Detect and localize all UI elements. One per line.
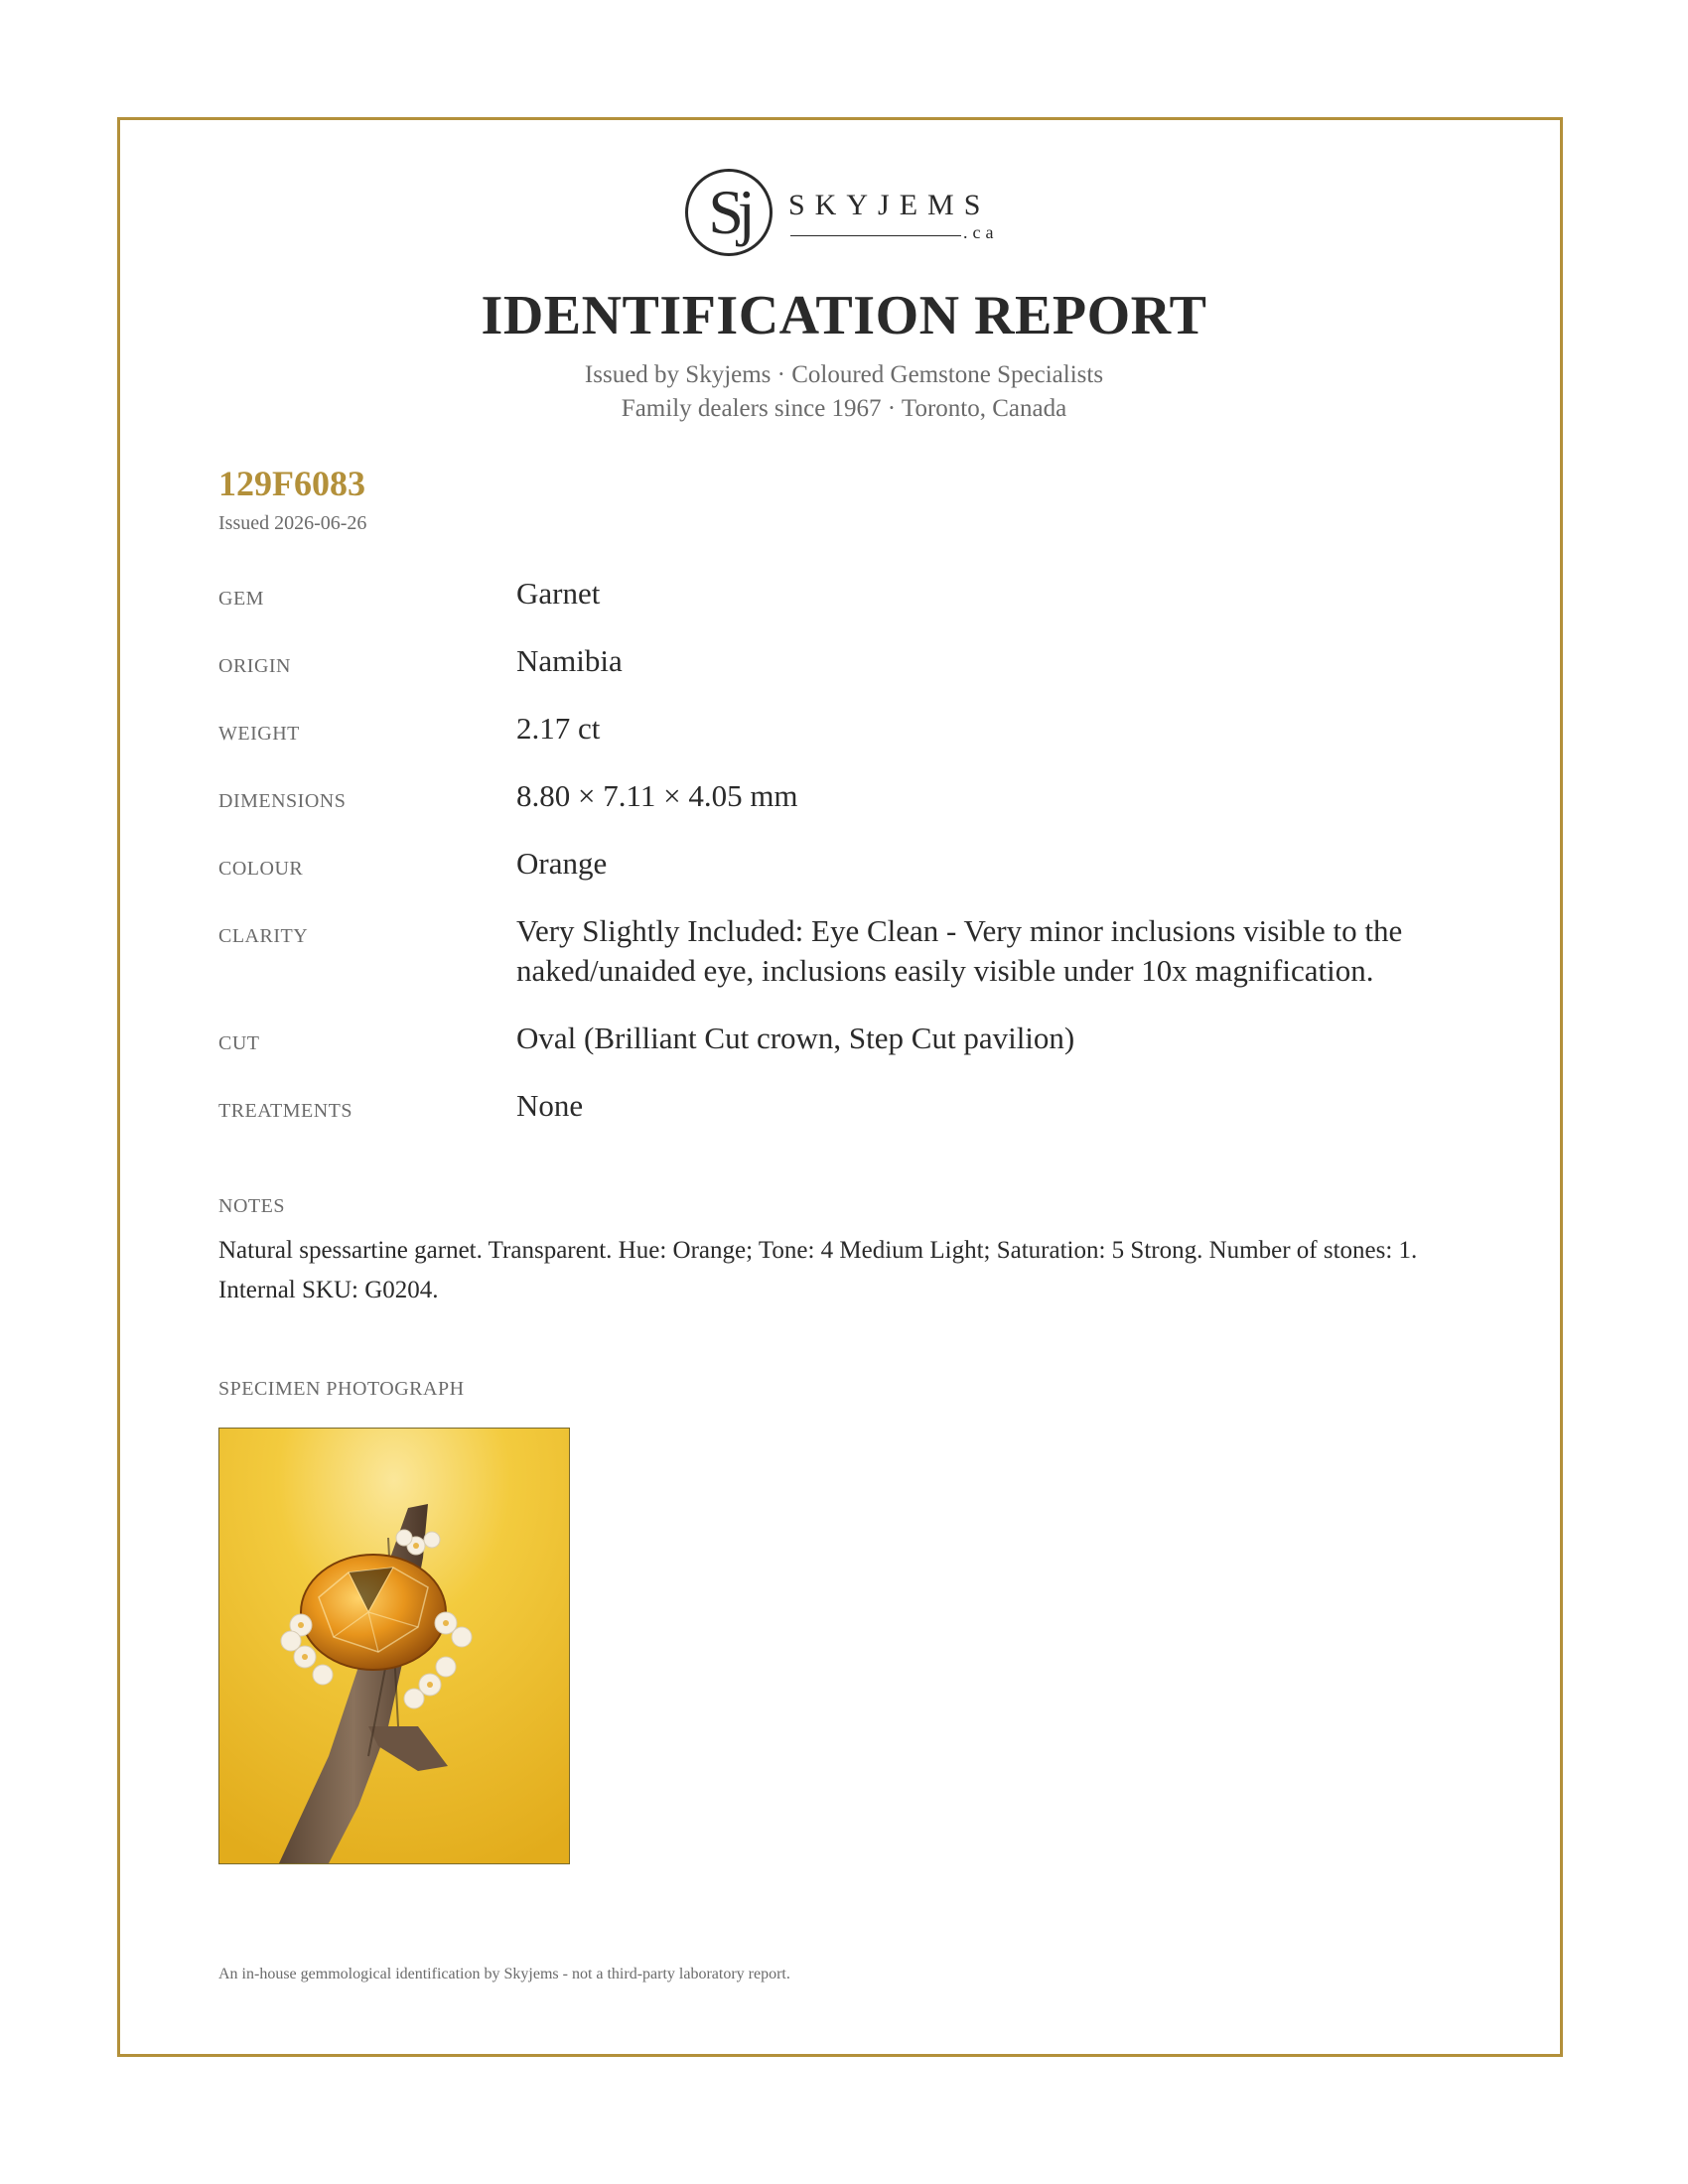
subtitle-location: Family dealers since 1967 · Toronto, Canada bbox=[621, 395, 1067, 422]
field-label: COLOUR bbox=[218, 858, 304, 880]
field-value: Orange bbox=[516, 846, 608, 881]
report-fields bbox=[218, 574, 1509, 1154]
page-title: IDENTIFICATION REPORT bbox=[481, 285, 1207, 346]
specimen-photo-image bbox=[219, 1429, 569, 1863]
logo-monogram: Sj bbox=[708, 177, 750, 247]
notes-label: NOTES bbox=[218, 1195, 285, 1217]
field-value: Garnet bbox=[516, 576, 601, 611]
notes-text: Natural spessartine garnet. Transparent. Hue: Orange; Tone: 4 Medium Light; Saturation: 5 Strong. Number of stones: 1. Internal SKU: G0204. bbox=[218, 1237, 1418, 1303]
field-value: 2.17 ct bbox=[516, 711, 601, 746]
field-row-weight bbox=[218, 709, 1509, 776]
field-value: Namibia bbox=[516, 643, 623, 678]
logo-domain: .ca bbox=[963, 222, 999, 242]
footer-disclaimer: An in-house gemmological identification by Skyjems - not a third-party laboratory report. bbox=[218, 1966, 790, 1982]
field-row-colour bbox=[218, 844, 1509, 911]
skyjems-logo bbox=[685, 165, 1013, 264]
issue-date: Issued 2026-06-26 bbox=[218, 512, 367, 534]
field-row-treatments bbox=[218, 1086, 1509, 1154]
field-value: 8.80 × 7.11 × 4.05 mm bbox=[516, 778, 798, 813]
field-label: GEM bbox=[218, 588, 264, 610]
logo-wordmark: SKYJEMS bbox=[788, 189, 991, 221]
field-label: CUT bbox=[218, 1032, 260, 1054]
field-value: None bbox=[516, 1088, 584, 1123]
field-row-gem bbox=[218, 574, 1509, 641]
field-value: Oval (Brilliant Cut crown, Step Cut pavilion) bbox=[516, 1021, 1075, 1055]
subtitle-issuer: Issued by Skyjems · Coloured Gemstone Specialists bbox=[584, 361, 1104, 388]
field-label: DIMENSIONS bbox=[218, 790, 347, 812]
field-label: ORIGIN bbox=[218, 655, 291, 677]
field-row-dimensions bbox=[218, 776, 1509, 844]
field-label: WEIGHT bbox=[218, 723, 300, 745]
logo-underline bbox=[790, 235, 961, 236]
photo-label: SPECIMEN PHOTOGRAPH bbox=[218, 1378, 465, 1400]
field-row-origin bbox=[218, 641, 1509, 709]
field-row-clarity bbox=[218, 911, 1509, 1019]
specimen-photo bbox=[218, 1428, 570, 1864]
field-value: Very Slightly Included: Eye Clean - Very minor inclusions visible to the naked/unaided eye, inclusions easily visible under 10x magnification. bbox=[516, 913, 1403, 988]
field-label: CLARITY bbox=[218, 925, 309, 947]
field-label: TREATMENTS bbox=[218, 1100, 352, 1122]
report-number: 129F6083 bbox=[218, 464, 365, 503]
field-row-cut bbox=[218, 1019, 1509, 1086]
